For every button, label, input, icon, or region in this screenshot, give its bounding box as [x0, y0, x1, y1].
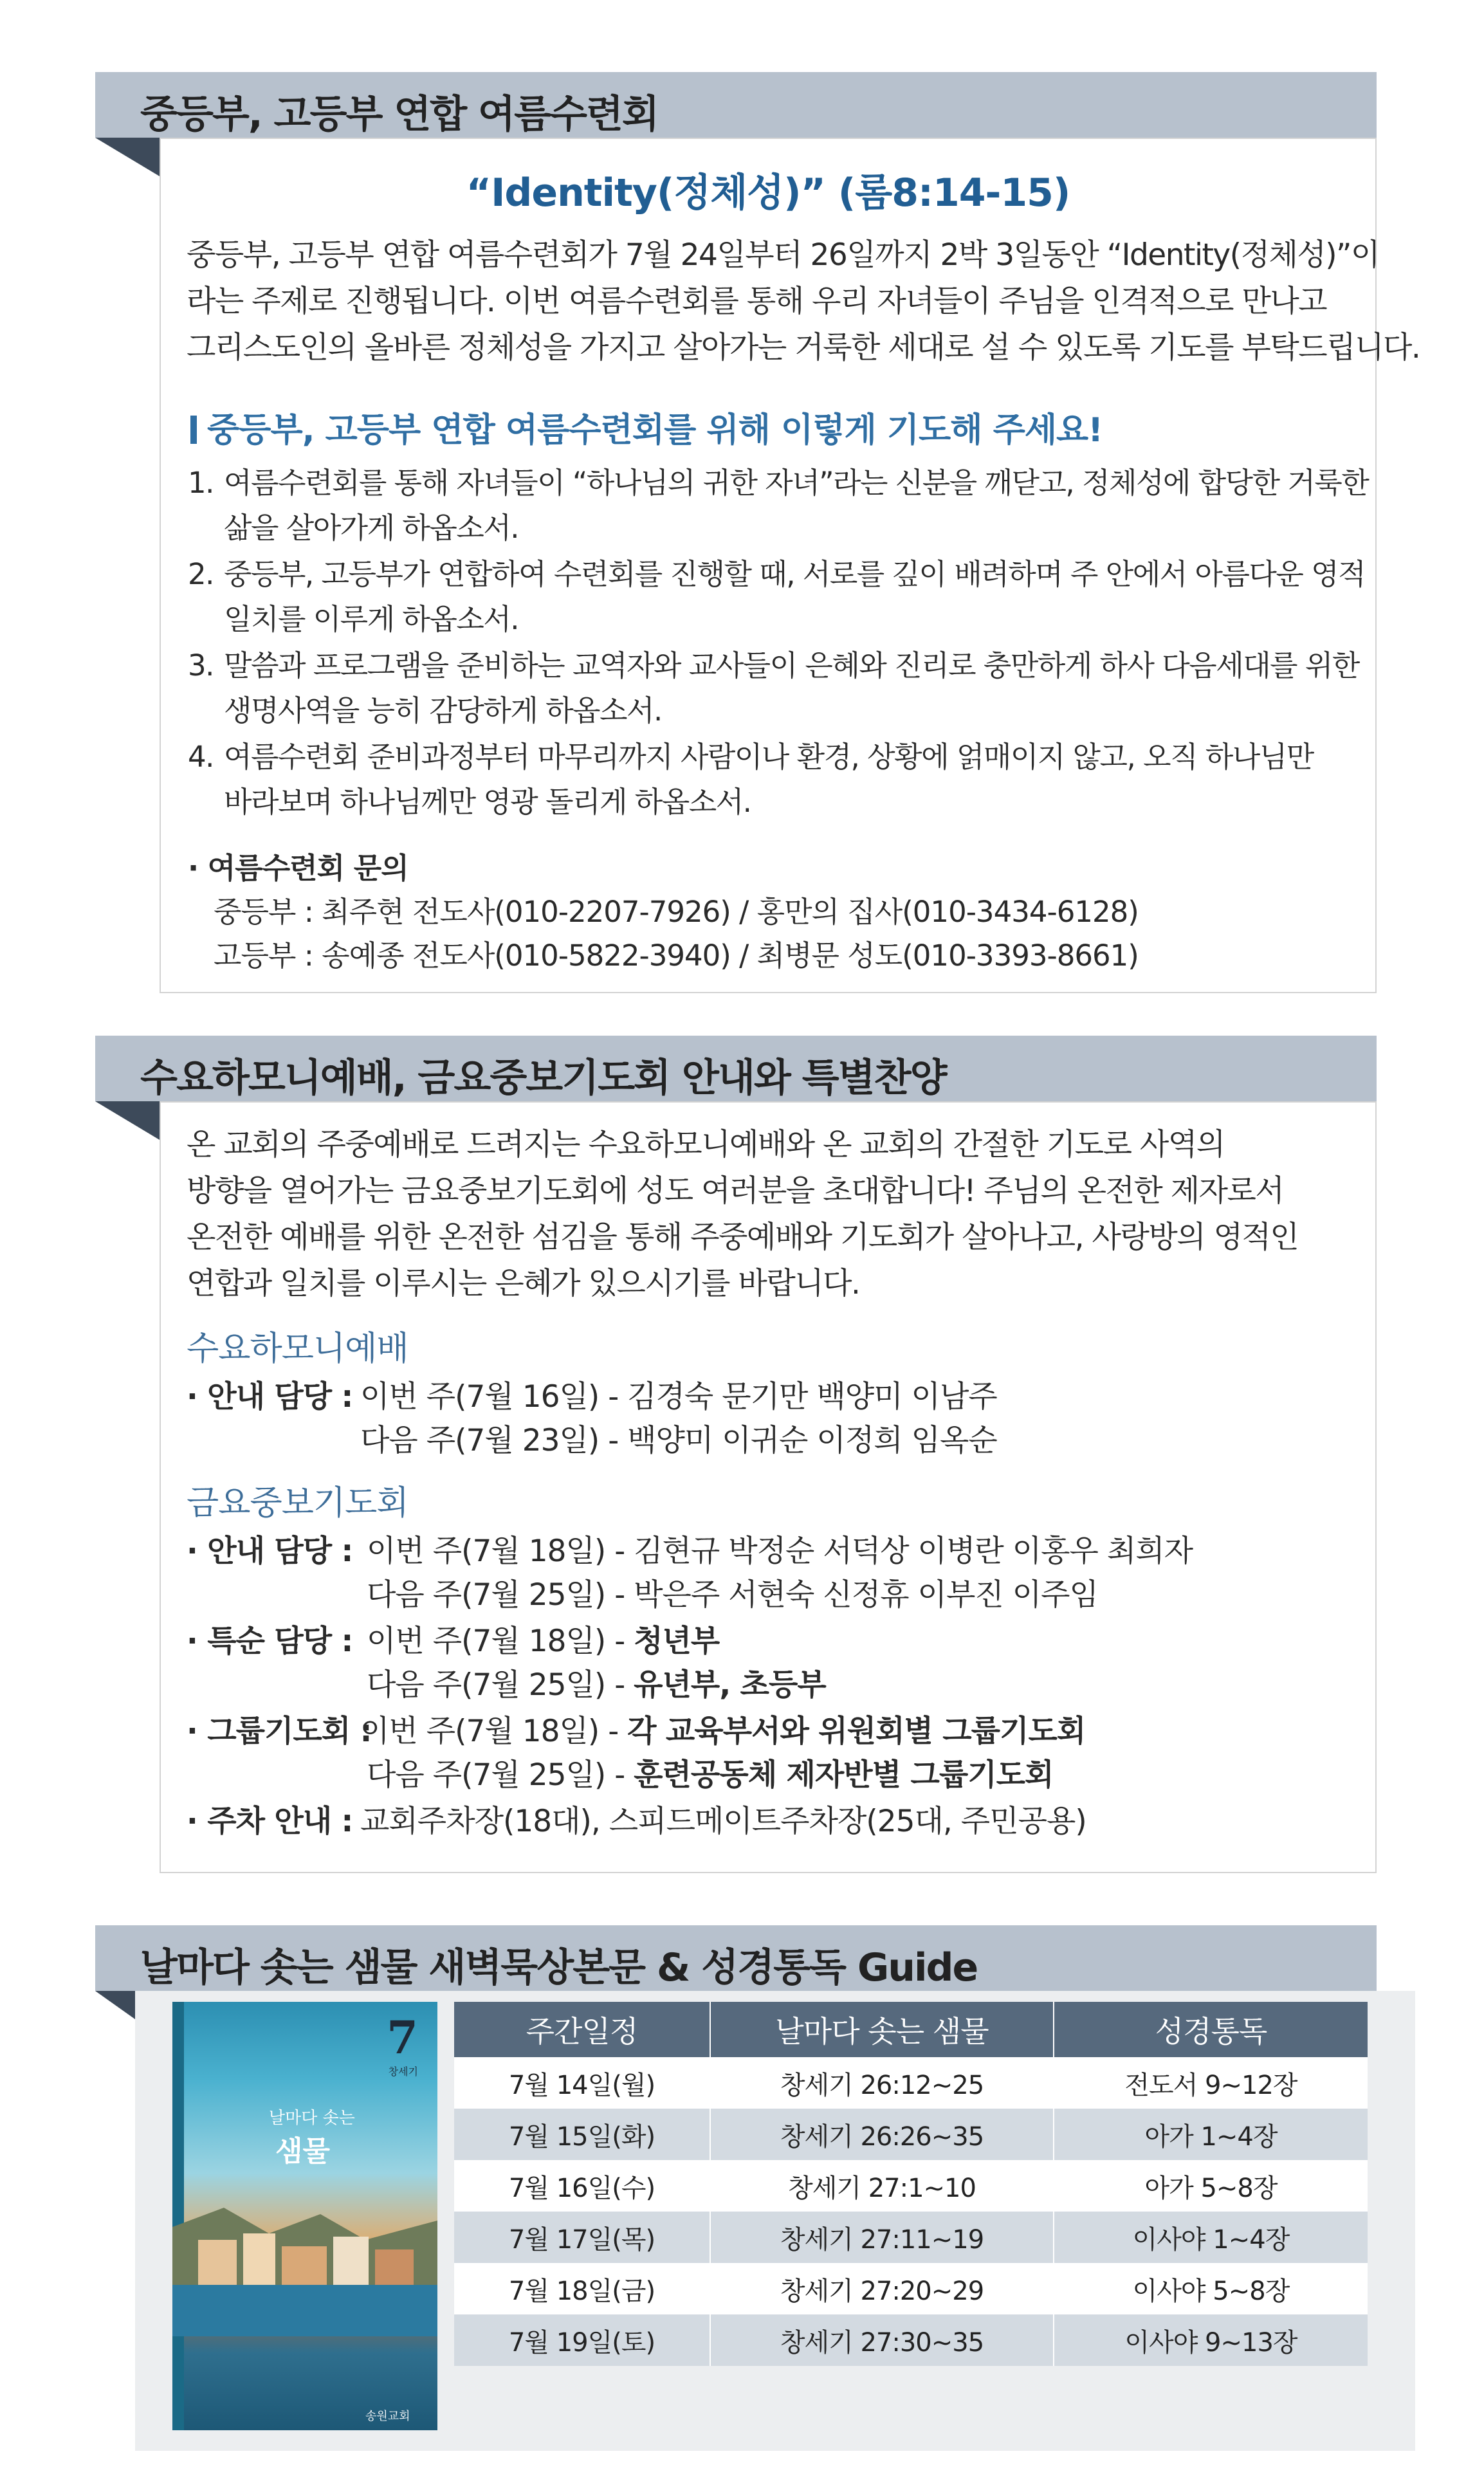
prayer-number: 4.	[188, 740, 214, 774]
assignee-text: 유년부, 초등부	[634, 1667, 826, 1703]
table-row	[454, 2314, 1368, 2366]
date-cell: 7월 14일(월)	[454, 2057, 710, 2109]
wednesday-service-title: 수요하모니예배	[187, 1330, 408, 1368]
prayer-line: 여름수련회 준비과정부터 마무리까지 사람이나 환경, 상황에 얽매이지 않고, 오직 하나님만	[224, 740, 1314, 774]
header-fold-corner	[95, 138, 160, 176]
date-text: 다음 주(7월 25일) -	[367, 1757, 634, 1793]
row-value	[360, 1707, 1085, 1750]
table-row	[454, 2212, 1368, 2263]
accent-bar	[190, 416, 197, 444]
reading-cell: 아가 1~4장	[1054, 2109, 1368, 2160]
retreat-contact	[188, 847, 1139, 978]
friday-prayer-title: 금요중보기도회	[187, 1484, 408, 1523]
assignee-text: 청년부	[634, 1624, 720, 1659]
column-header: 성경통독	[1054, 2002, 1368, 2057]
reading-cell: 이사야 9~13장	[1054, 2314, 1368, 2366]
row-value: 다음 주(7월 25일) - 박은주 서현숙 신정휴 이부진 이주임	[367, 1577, 1098, 1613]
assignee-text: 훈련공동체 제자반별 그룹기도회	[634, 1757, 1054, 1793]
prayer-number: 1.	[188, 466, 214, 500]
row-value	[367, 1617, 719, 1660]
table-row	[454, 2263, 1368, 2314]
theme-verse: “Identity(정체성)” (롬8:14-15)	[466, 170, 1070, 215]
table-row	[454, 2160, 1368, 2212]
prayer-request-title	[190, 403, 1103, 451]
prayer-line: 말씀과 프로그램을 준비하는 교역자와 교사들이 은혜와 진리로 충만하게 하사 다음세대를 위한	[224, 648, 1359, 683]
date-text: 이번 주(7월 18일) -	[367, 1624, 634, 1659]
row-value	[367, 1751, 1053, 1794]
date-cell: 7월 16일(수)	[454, 2160, 710, 2212]
summer-retreat-box	[160, 138, 1420, 993]
cover-publisher: 송원교회	[365, 2410, 410, 2423]
devotion-cell: 창세기 27:20~29	[710, 2263, 1054, 2314]
prayer-line: 바라보며 하나님께만 영광 돌리게 하옵소서.	[224, 785, 751, 819]
column-header: 주간일정	[454, 2002, 710, 2057]
section-header-bible-guide	[95, 1925, 1377, 1991]
intro-line: 연합과 일치를 이루시는 은혜가 있으시기를 바랍니다.	[187, 1266, 860, 1301]
section-title: 날마다 솟는 샘물 새벽묵상본문 & 성경통독 Guide	[140, 1945, 978, 1990]
bible-schedule-table	[454, 2002, 1368, 2366]
table-row	[454, 2109, 1368, 2160]
reading-cell: 아가 5~8장	[1054, 2160, 1368, 2212]
cover-month: 7	[387, 2011, 418, 2064]
date-cell: 7월 19일(토)	[454, 2314, 710, 2366]
reading-cell: 이사야 5~8장	[1054, 2263, 1368, 2314]
contact-title: · 여름수련회 문의	[188, 851, 408, 885]
intro-line: 온전한 예배를 위한 온전한 섬김을 통해 주중예배와 기도회가 살아나고, 사랑방의 영적인	[187, 1220, 1299, 1255]
section-header-summer-retreat	[95, 72, 1377, 138]
section-title: 중등부, 고등부 연합 여름수련회	[140, 92, 658, 137]
retreat-intro	[187, 232, 1420, 371]
row-value: 교회주차장(18대), 스피드메이트주차장(25대, 주민공용)	[360, 1804, 1086, 1839]
table-header-row	[454, 2002, 1368, 2057]
date-cell: 7월 15일(화)	[454, 2109, 710, 2160]
row-value: 이번 주(7월 18일) - 김현규 박정순 서덕상 이병란 이홍우 최희자	[367, 1534, 1193, 1569]
row-value: 이번 주(7월 16일) - 김경숙 문기만 백양미 이남주	[360, 1379, 997, 1415]
contact-middle-school: 중등부 : 최주현 전도사(010-2207-7926) / 홍만의 집사(010-3434-6128)	[214, 895, 1139, 929]
prayer-line: 여름수련회를 통해 자녀들이 “하나님의 귀한 자녀”라는 신분을 깨닫고, 정체성에 합당한 거룩한	[224, 466, 1369, 500]
prayer-line: 삶을 살아가게 하옵소서.	[224, 511, 519, 545]
date-cell: 7월 18일(금)	[454, 2263, 710, 2314]
prayer-item	[188, 552, 1368, 642]
intro-line: 중등부, 고등부 연합 여름수련회가 7월 24일부터 26일까지 2박 3일동안 “Identity(정체성)”이	[187, 237, 1379, 273]
cover-title: 샘물	[275, 2135, 331, 2168]
section-title: 수요하모니예배, 금요중보기도회 안내와 특별찬양	[140, 1056, 946, 1101]
prayer-item	[188, 643, 1368, 733]
intro-line: 방향을 열어가는 금요중보기도회에 성도 여러분을 초대합니다! 주님의 온전한 제자로서	[187, 1173, 1284, 1209]
date-text: 다음 주(7월 25일) -	[367, 1667, 634, 1703]
date-cell: 7월 17일(목)	[454, 2212, 710, 2263]
assignee-text: 각 교육부서와 위원회별 그룹기도회	[627, 1714, 1086, 1749]
prayer-number: 2.	[188, 557, 214, 591]
row-label: · 안내 담당 :	[187, 1379, 353, 1415]
row-value: 다음 주(7월 23일) - 백양미 이귀순 이정희 임옥순	[360, 1423, 997, 1458]
worship-box	[160, 1101, 1377, 1873]
devotional-book-cover	[172, 2002, 437, 2430]
table-row	[454, 2057, 1368, 2109]
devotion-cell: 창세기 27:11~19	[710, 2212, 1054, 2263]
row-value	[367, 1661, 826, 1704]
contact-high-school: 고등부 : 송예종 전도사(010-5822-3940) / 최병문 성도(010-3393-8661)	[214, 939, 1139, 973]
devotion-cell: 창세기 26:26~35	[710, 2109, 1054, 2160]
section-header-worship	[95, 1036, 1377, 1101]
prayer-item	[188, 735, 1368, 825]
prayer-line: 생명사역을 능히 감당하게 하옵소서.	[224, 693, 662, 728]
cover-subtitle: 날마다 솟는	[269, 2109, 355, 2128]
intro-line: 라는 주제로 진행됩니다. 이번 여름수련회를 통해 우리 자녀들이 주님을 인격적으로 만나고	[187, 284, 1327, 319]
date-text: 이번 주(7월 18일) -	[360, 1714, 628, 1749]
prayer-request-title-text: 중등부, 고등부 연합 여름수련회를 위해 이렇게 기도해 주세요!	[207, 411, 1103, 450]
devotion-cell: 창세기 27:1~10	[710, 2160, 1054, 2212]
worship-intro	[187, 1122, 1298, 1307]
cover-book: 창세기	[388, 2066, 418, 2078]
reading-cell: 이사야 1~4장	[1054, 2212, 1368, 2263]
intro-line: 온 교회의 주중예배로 드려지는 수요하모니예배와 온 교회의 간절한 기도로 사역의	[187, 1127, 1225, 1162]
column-header: 날마다 솟는 샘물	[710, 2002, 1054, 2057]
row-label: · 주차 안내 :	[187, 1804, 353, 1839]
row-label: · 특순 담당 :	[187, 1624, 353, 1659]
prayer-item	[188, 461, 1368, 551]
prayer-list	[188, 461, 1368, 826]
prayer-line: 중등부, 고등부가 연합하여 수련회를 진행할 때, 서로를 깊이 배려하며 주 안에서 아름다운 영적	[224, 557, 1366, 591]
reading-cell: 전도서 9~12장	[1054, 2057, 1368, 2109]
header-fold-corner	[95, 1101, 160, 1140]
devotion-cell: 창세기 27:30~35	[710, 2314, 1054, 2366]
row-label: · 그룹기도회 :	[187, 1714, 372, 1749]
row-label: · 안내 담당 :	[187, 1534, 353, 1569]
prayer-number: 3.	[188, 648, 214, 683]
cover-coastal-illustration	[172, 2169, 437, 2336]
prayer-line: 일치를 이루게 하옵소서.	[224, 602, 519, 636]
devotion-cell: 창세기 26:12~25	[710, 2057, 1054, 2109]
intro-line: 그리스도인의 올바른 정체성을 가지고 살아가는 거룩한 세대로 설 수 있도록 기도를 부탁드립니다.	[187, 330, 1420, 365]
header-fold-corner	[95, 1991, 135, 2019]
